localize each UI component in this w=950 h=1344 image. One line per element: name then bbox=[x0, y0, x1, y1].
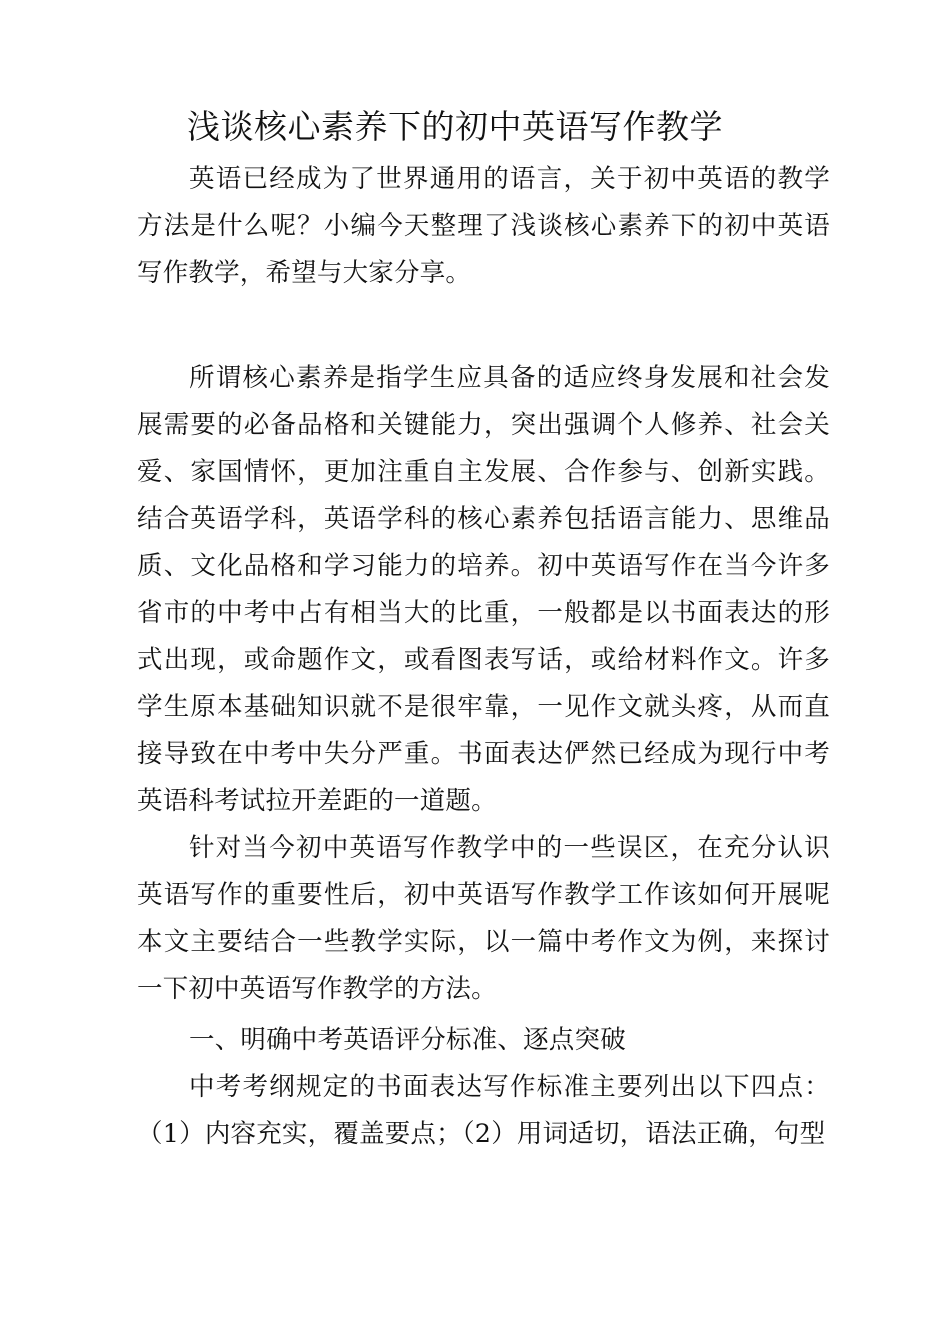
teaching-approach-paragraph: 针对当今初中英语写作教学中的一些误区，在充分认识英语写作的重要性后，初中英语写作教学工作该如何开展呢本文主要结合一些教学实际，以一篇中考作文为例，来探讨一下初中英语写作教学的方法。 bbox=[137, 833, 830, 1004]
document-title: 浅谈核心素养下的初中英语写作教学 bbox=[187, 107, 723, 146]
intro-paragraph: 英语已经成为了世界通用的语言，关于初中英语的教学方法是什么呢？小编今天整理了浅谈核心素养下的初中英语写作教学，希望与大家分享。 bbox=[137, 164, 830, 288]
scoring-standard-paragraph: 中考考纲规定的书面表达写作标准主要列出以下四点：（1）内容充实，覆盖要点；（2）用词适切，语法正确，句型 bbox=[137, 1072, 830, 1149]
document-body bbox=[137, 98, 830, 1158]
paragraph-spacer bbox=[137, 297, 830, 355]
section-heading: 一、明确中考英语评分标准、逐点突破 bbox=[189, 1025, 626, 1055]
core-literacy-paragraph: 所谓核心素养是指学生应具备的适应终身发展和社会发展需要的必备品格和关键能力，突出强调个人修养、社会关爱、家国情怀，更加注重自主发展、合作参与、创新实践。结合英语学科，英语学科的核心素养包括语言能力、思维品质、文化品格和学习能力的培养。初中英语写作在当今许多省市的中考中占有相当大的比重，一般都是以书面表达的形式出现，或命题作文，或看图表写话，或给材料作文。许多学生原本基础知识就不是很牢靠，一见作文就头疼，从而直接导致在中考中失分严重。书面表达俨然已经成为现行中考英语科考试拉开差距的一道题。 bbox=[137, 363, 830, 816]
